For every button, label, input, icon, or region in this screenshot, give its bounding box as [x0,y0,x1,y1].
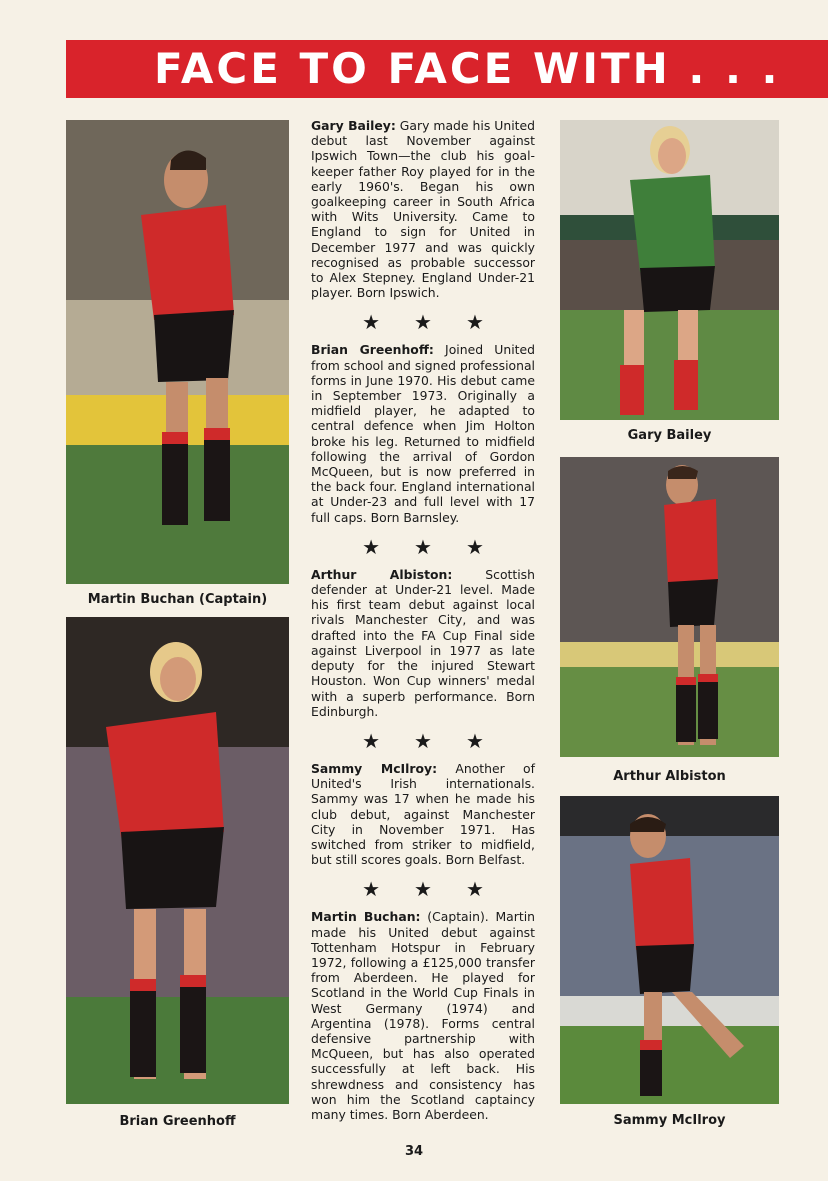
photo-brian-greenhoff [66,617,289,1104]
bio-text: Another of United's Irish internationals. Sammy was 17 when he made his club debut, against Manchester City in November 1971. Has switched from striker to midfield, but still scores goals. Born Belfast. [311,760,535,868]
bio-text: Scottish defender at Under-21 level. Made his first team debut against local rivals Manchester City, and was drafted into the FA Cup Final side against Liverpool in 1977 as late deputy for the injured Stewart Houston. Won Cup winners' medal with a superb performance. Born Edinburgh. [311,566,535,719]
caption-brian-greenhoff: Brian Greenhoff [119,1114,236,1129]
photo-gary-bailey [560,120,779,420]
bio-name: Martin Buchan: [311,909,421,925]
caption-gary-bailey: Gary Bailey [627,428,712,443]
bio-martin-buchan [311,909,535,1122]
caption-martin-buchan: Martin Buchan (Captain) [87,592,268,607]
bio-gary-bailey [311,118,535,300]
bio-name: Arthur Albiston: [311,566,453,582]
bio-name: Brian Greenhoff: [311,342,434,358]
star-separator: ★★★ [362,877,518,902]
photo-sammy-mcilroy [560,796,779,1104]
page-number: 34 [404,1144,424,1159]
star-separator: ★★★ [362,534,518,559]
photo-arthur-albiston [560,457,779,757]
bio-name: Gary Bailey: [311,118,396,133]
star-separator: ★★★ [362,728,518,753]
bio-name: Sammy McIlroy: [311,760,438,776]
bio-text: Joined United from school and signed professional forms in June 1970. His debut came in September 1973. Originally a midfield player, he adapted to central defence when Jim Holton broke his leg. Returned to midfield following the arrival of Gordon McQueen, but is now preferred in the back four. England international at Under-23 and full level with 17 full caps. Born Barnsley. [311,342,535,525]
biographies-column [311,118,535,1122]
caption-arthur-albiston: Arthur Albiston [613,769,726,784]
bio-brian-greenhoff [311,342,535,524]
photo-martin-buchan [66,120,289,584]
bio-text: (Captain). Martin made his United debut against Tottenham Hotspur in February 1972, following a £125,000 transfer from Aberdeen. He played for Scotland in the World Cup Finals in West Germany (1974) and Argentina (1978). Forms central defensive partnership with McQueen, but has also operated successfully at left back. His shrewdness and consistency has won him the Scotland captaincy many times. Born Aberdeen. [311,909,535,1122]
title-banner [66,40,828,98]
caption-sammy-mcilroy: Sammy McIlroy [613,1113,726,1128]
star-separator: ★★★ [362,310,518,335]
page-title: FACE TO FACE WITH . . . [154,44,781,93]
bio-arthur-albiston [311,567,535,719]
bio-text: Gary made his United debut last November against Ipswich Town—the club his goal-keeper father Roy played for in the early 1960's. Began his own goalkeeping career in South Africa with Wits University. Came to England to sign for United in December 1977 and was quickly recognised as probable successor to Alex Stepney. England Under-21 player. Born Ipswich. [311,118,535,301]
bio-sammy-mcilroy [311,761,535,867]
